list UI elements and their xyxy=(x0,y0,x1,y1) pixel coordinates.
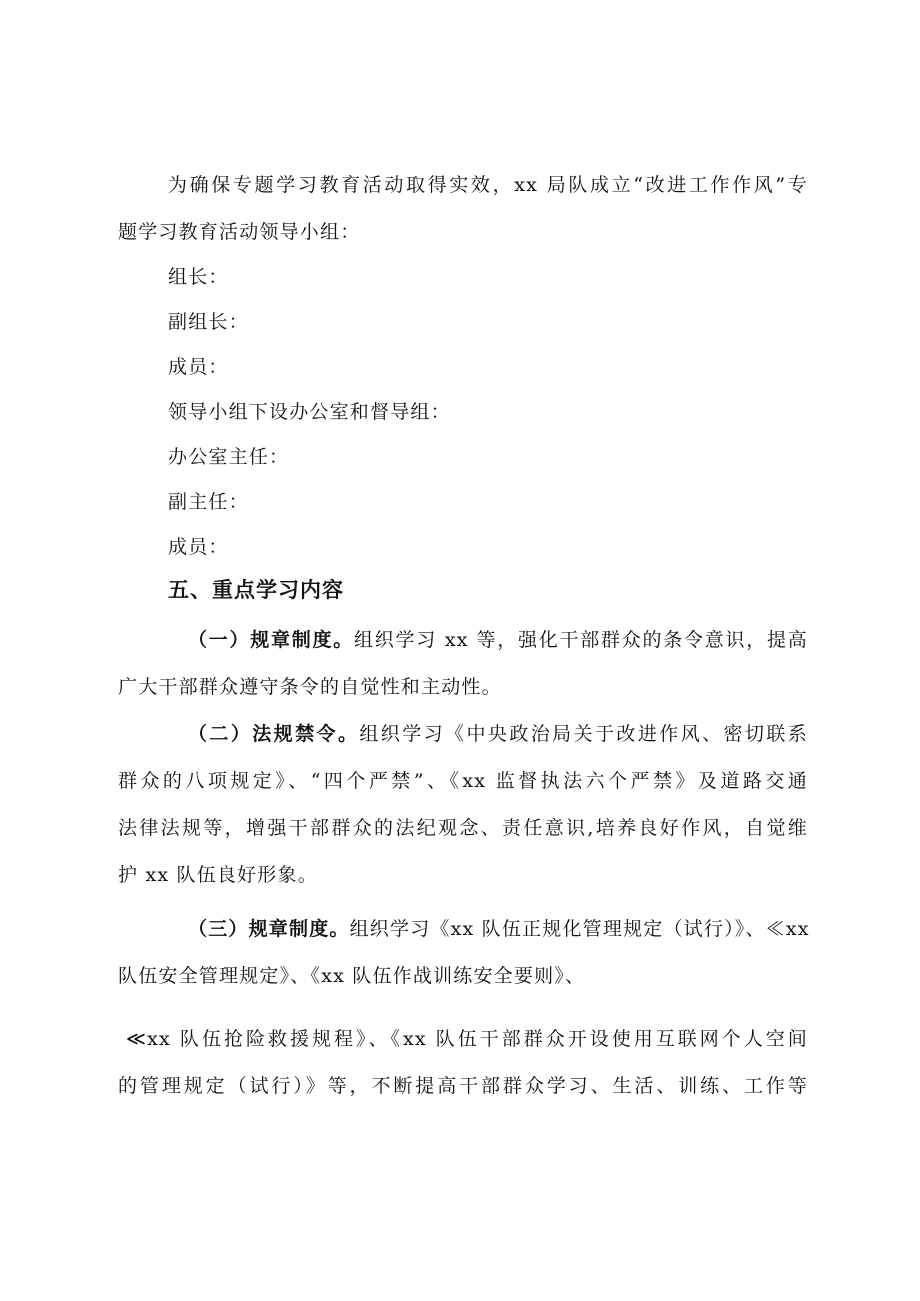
item3-label: （三）规章制度。 xyxy=(188,918,350,940)
intro-line-2: 题学习教育活动领导小组： xyxy=(118,221,361,243)
leader-line: 组长： xyxy=(168,266,229,288)
item1-line-2: 广大干部群众遵守条令的自觉性和主动性。 xyxy=(118,676,502,698)
item1-label: （一）规章制度。 xyxy=(188,629,355,651)
item2-line-3: 法律法规等，增强干部群众的法纪观念、责任意识,培养良好作风，自觉维 xyxy=(118,817,808,839)
item3-line-1 xyxy=(188,916,808,942)
item2-line-2: 群众的八项规定》、“四个严禁”、《xx 监督执法六个严禁》及道路交通 xyxy=(118,770,808,792)
item1-text-1: 组织学习 xx 等，强化干部群众的条令意识，提高 xyxy=(354,629,809,651)
item3-text-1: 组织学习《xx 队伍正规化管理规定（试行）》、≪xx xyxy=(349,918,810,940)
item3-line-2: 队伍安全管理规定》、《xx 队伍作战训练安全要则》、 xyxy=(118,965,586,987)
item2-text-1: 组织学习《中央政治局关于改进作风、密切联系 xyxy=(359,723,808,745)
deputy-leader-line: 副组长： xyxy=(168,311,249,333)
item3-line-4: 的管理规定（试行）》等，不断提高干部群众学习、生活、训练、工作等 xyxy=(118,1075,808,1097)
item2-line-1 xyxy=(188,721,808,747)
item2-label: （二）法规禁令。 xyxy=(188,723,360,745)
members-line: 成员： xyxy=(168,356,229,378)
item3-line-3: ≪xx 队伍抢险救援规程》、《xx 队伍干部群众开设使用互联网个人空间 xyxy=(126,1028,808,1050)
office-members-line: 成员： xyxy=(168,536,229,558)
office-director-line: 办公室主任： xyxy=(168,446,290,468)
item2-line-4: 护 xx 队伍良好形象。 xyxy=(118,864,318,886)
office-setup-line: 领导小组下设办公室和督导组： xyxy=(168,401,451,423)
section-five-heading: 五、重点学习内容 xyxy=(168,578,344,602)
intro-line-1: 为确保专题学习教育活动取得实效，xx 局队成立“改进工作作风”专 xyxy=(168,174,808,196)
item1-line-1 xyxy=(188,627,808,653)
deputy-director-line: 副主任： xyxy=(168,491,249,513)
